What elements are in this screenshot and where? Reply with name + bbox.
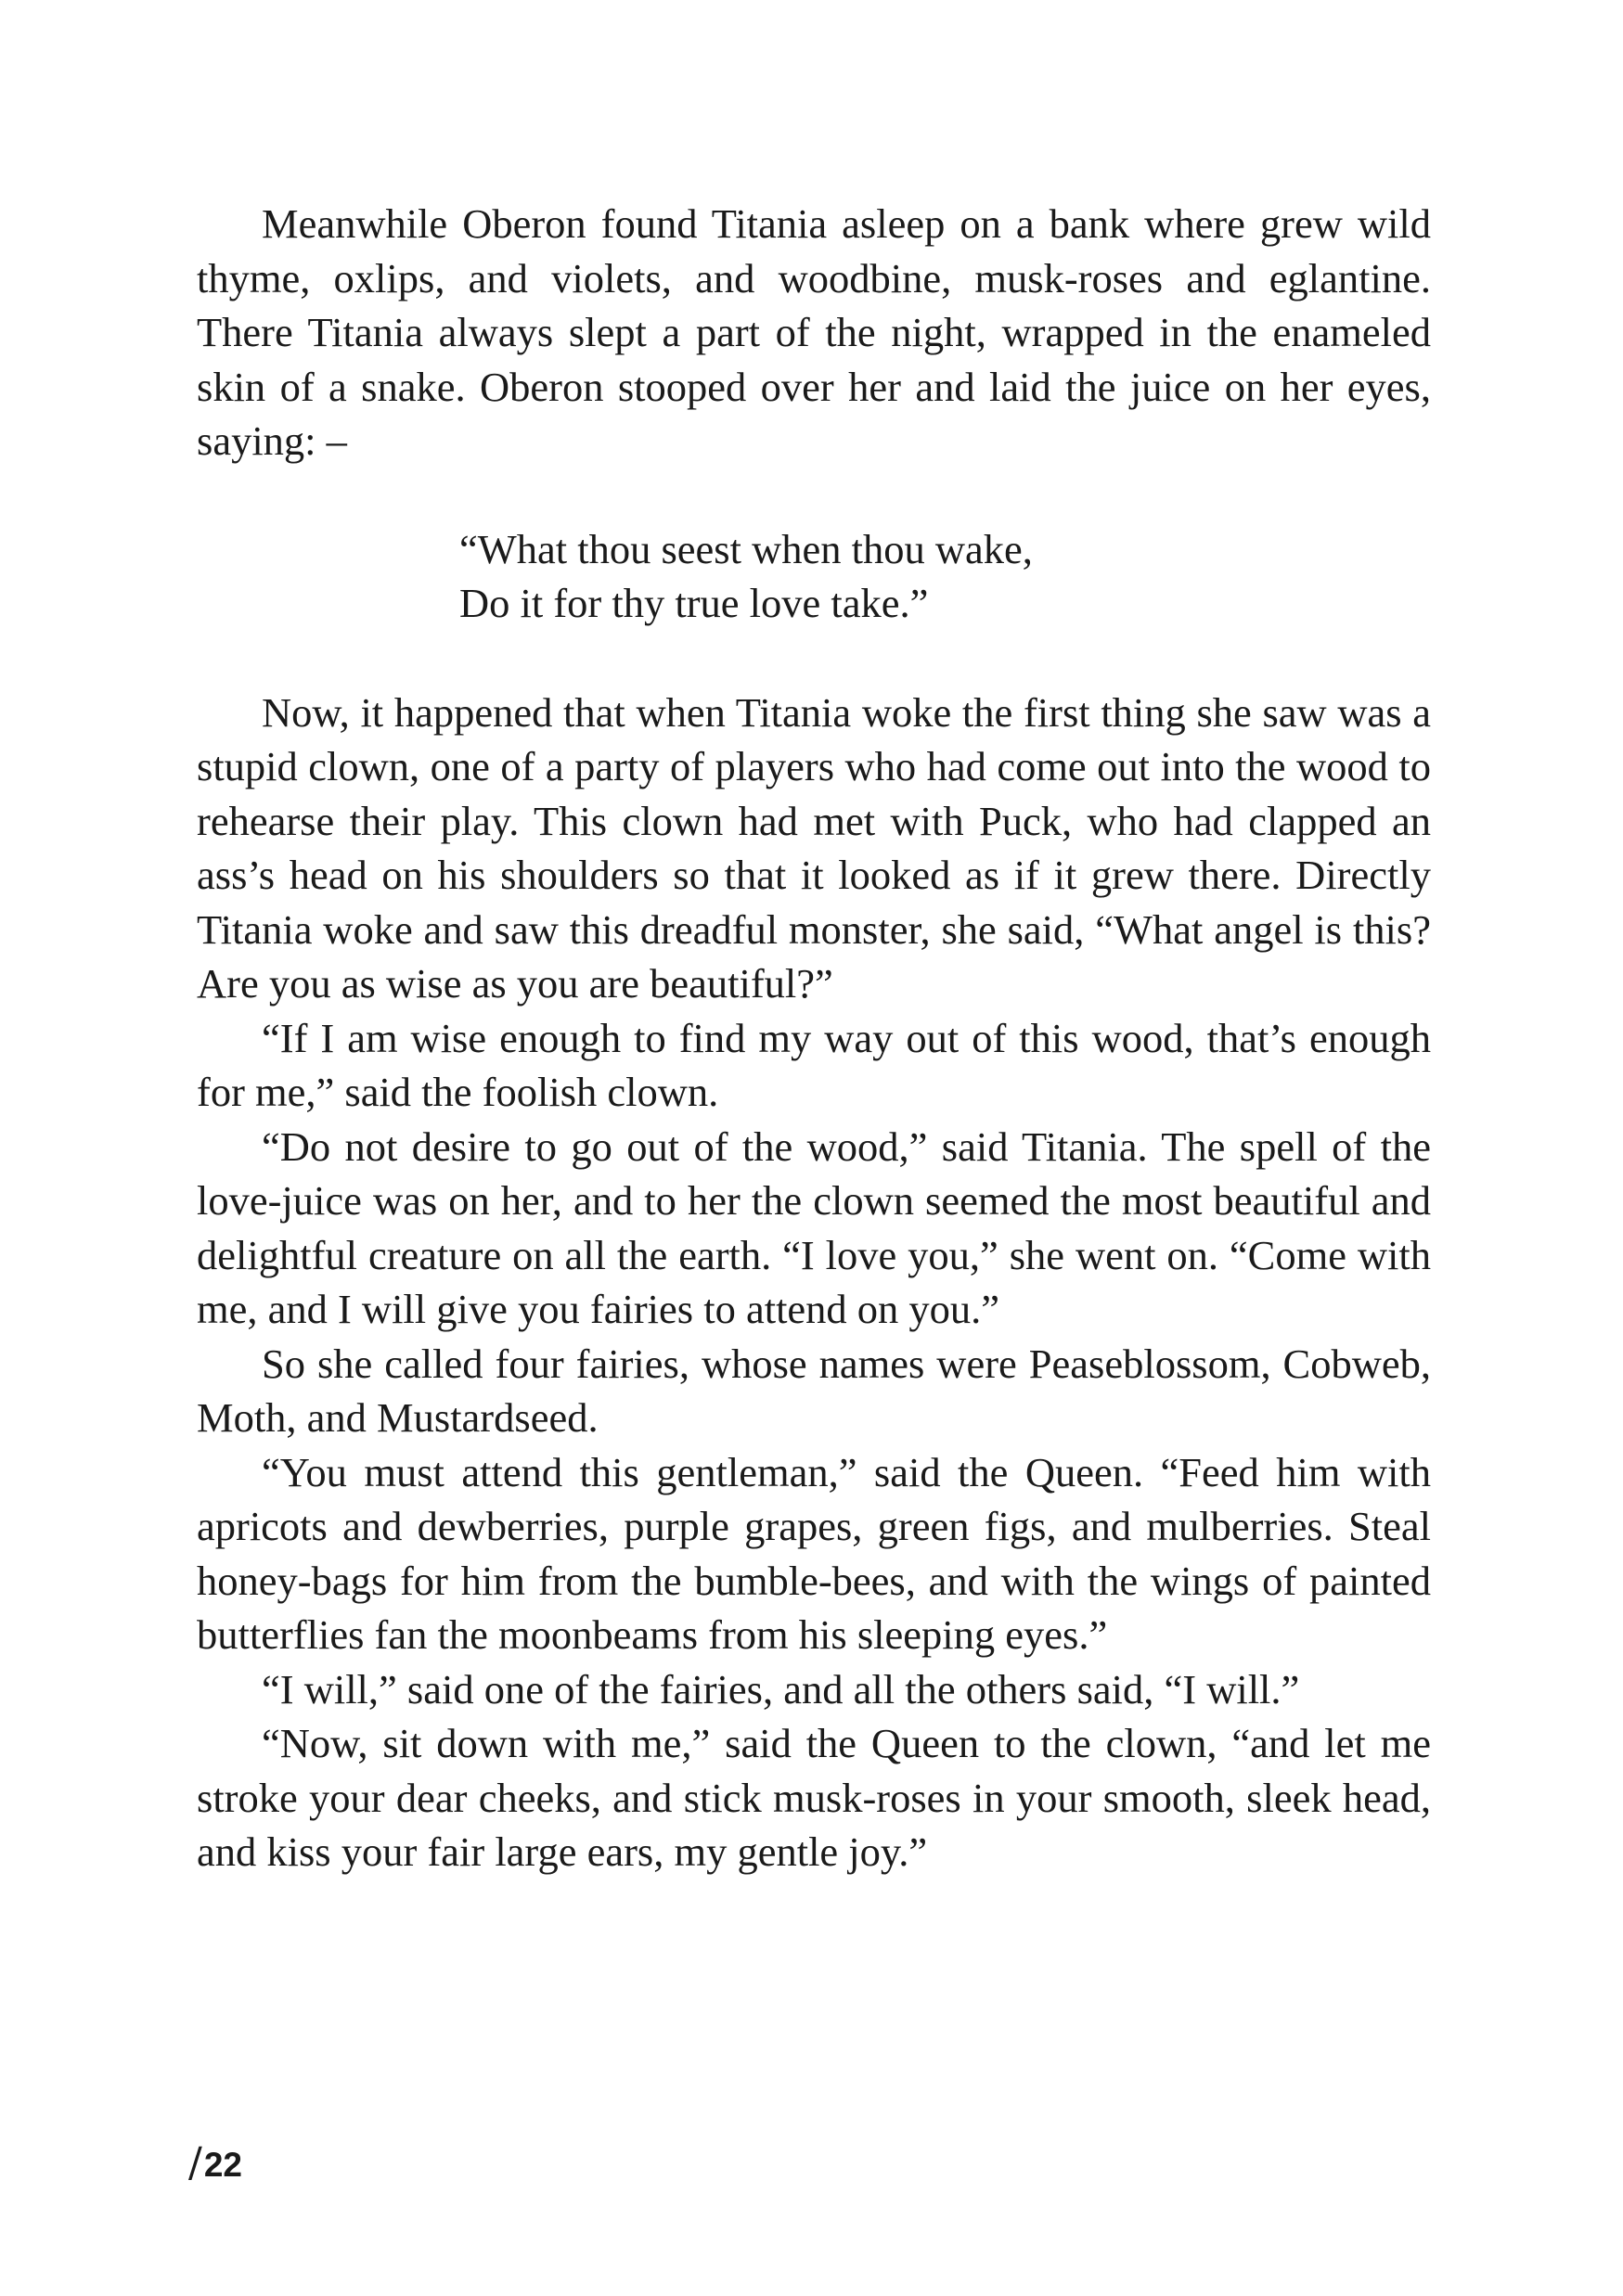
- paragraph-titania-love: “Do not desire to go out of the wood,” said Titania. The spell of the love-juice was on her, and to her the clown seemed the most beautiful and delightful creature on all the earth. “I love you,” she went on. “Come with me, and I will give you fairies to attend on you.”: [197, 1122, 1431, 1332]
- paragraph-queen-to-clown: “Now, sit down with me,” said the Queen to the clown, “and let me stroke your dear cheeks, and stick musk-roses in your smooth, sleek head, and kiss your fair large ears, my gentle joy.”: [197, 1720, 1431, 1875]
- verse-block: [459, 522, 1431, 631]
- paragraph-clown-reply: “If I am wise enough to find my way out of this wood, that’s enough for me,” said the foolish clown.: [197, 1014, 1431, 1115]
- verse-line-1: “What thou seest when thou wake,: [459, 525, 1033, 572]
- paragraph-queen-orders: “You must attend this gentleman,” said the Queen. “Feed him with apricots and dewberries, purple grapes, green figs, and mulberries. Steal honey-bags for him from the bumble-bees, and with the wings of painted butterflies fan the moonbeams from his sleeping eyes.”: [197, 1448, 1431, 1658]
- body-text: [197, 197, 1431, 1879]
- page-number: [188, 2139, 242, 2187]
- paragraph-four-fairies: So she called four fairies, whose names were Peaseblossom, Cobweb, Moth, and Mustardseed.: [197, 1340, 1431, 1441]
- verse-line-2: Do it for thy true love take.”: [459, 580, 929, 626]
- paragraph-fairies-reply: “I will,” said one of the fairies, and all the others said, “I will.”: [262, 1665, 1300, 1712]
- page-number-value: 22: [203, 2146, 242, 2184]
- paragraph-titania-wakes: Now, it happened that when Titania woke the first thing she saw was a stupid clown, one of a party of players who had come out into the wood to rehearse their play. This clown had met with Puck, who had clapped an ass’s head on his shoulders so that it looked as if it grew there. Directly Titania woke and saw this dreadful monster, she said, “What angel is this? Are you as wise as you are beautiful?”: [197, 688, 1431, 1007]
- paragraph-oberon-finds-titania: Meanwhile Oberon found Titania asleep on a bank where grew wild thyme, oxlips, and violets, and woodbine, musk-roses and eglantine. There Titania always slept a part of the night, wrapped in the enameled skin of a snake. Oberon stooped over her and laid the juice on her eyes, saying: –: [197, 200, 1431, 464]
- page-number-slash: /: [188, 2139, 202, 2187]
